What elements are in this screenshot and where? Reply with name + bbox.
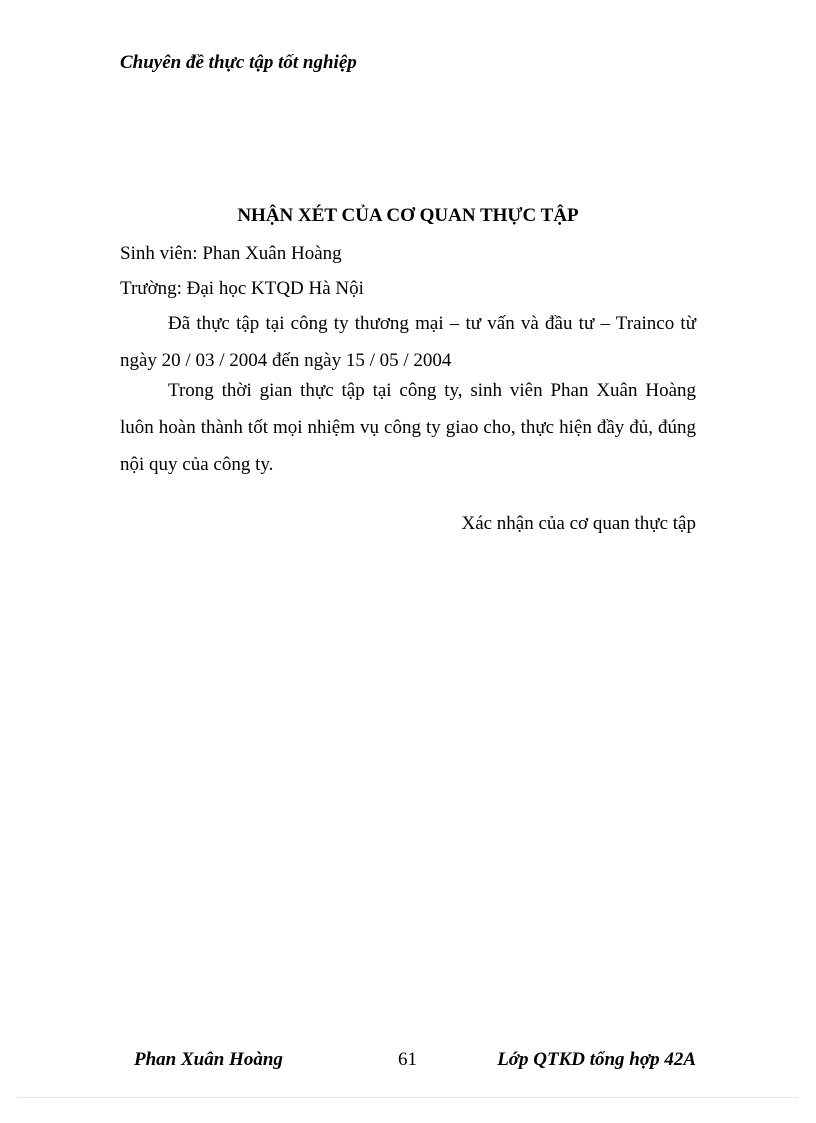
confirmation-line: Xác nhận của cơ quan thực tập xyxy=(461,513,696,534)
page-bottom-divider xyxy=(18,1097,798,1098)
footer-page-number: 61 xyxy=(398,1049,417,1070)
running-header-title: Chuyên đề thực tập tốt nghiệp xyxy=(120,52,357,73)
document-title: NHẬN XÉT CỦA CƠ QUAN THỰC TẬP xyxy=(237,205,579,226)
school-line: Trường: Đại học KTQD Hà Nội xyxy=(120,278,364,299)
internship-period-paragraph: Đã thực tập tại công ty thương mại – tư vấn và đầu tư – Trainco từ ngày 20 / 03 / 2004 đến ngày 15 / 05 / 2004 xyxy=(120,313,696,371)
footer-author: Phan Xuân Hoàng xyxy=(134,1049,283,1070)
evaluation-paragraph: Trong thời gian thực tập tại công ty, sinh viên Phan Xuân Hoàng luôn hoàn thành tốt mọi nhiệm vụ công ty giao cho, thực hiện đầy đủ, đúng nội quy của công ty. xyxy=(120,380,696,475)
student-line: Sinh viên: Phan Xuân Hoàng xyxy=(120,243,342,264)
footer-class-name: Lớp QTKD tổng hợp 42A xyxy=(497,1049,696,1070)
